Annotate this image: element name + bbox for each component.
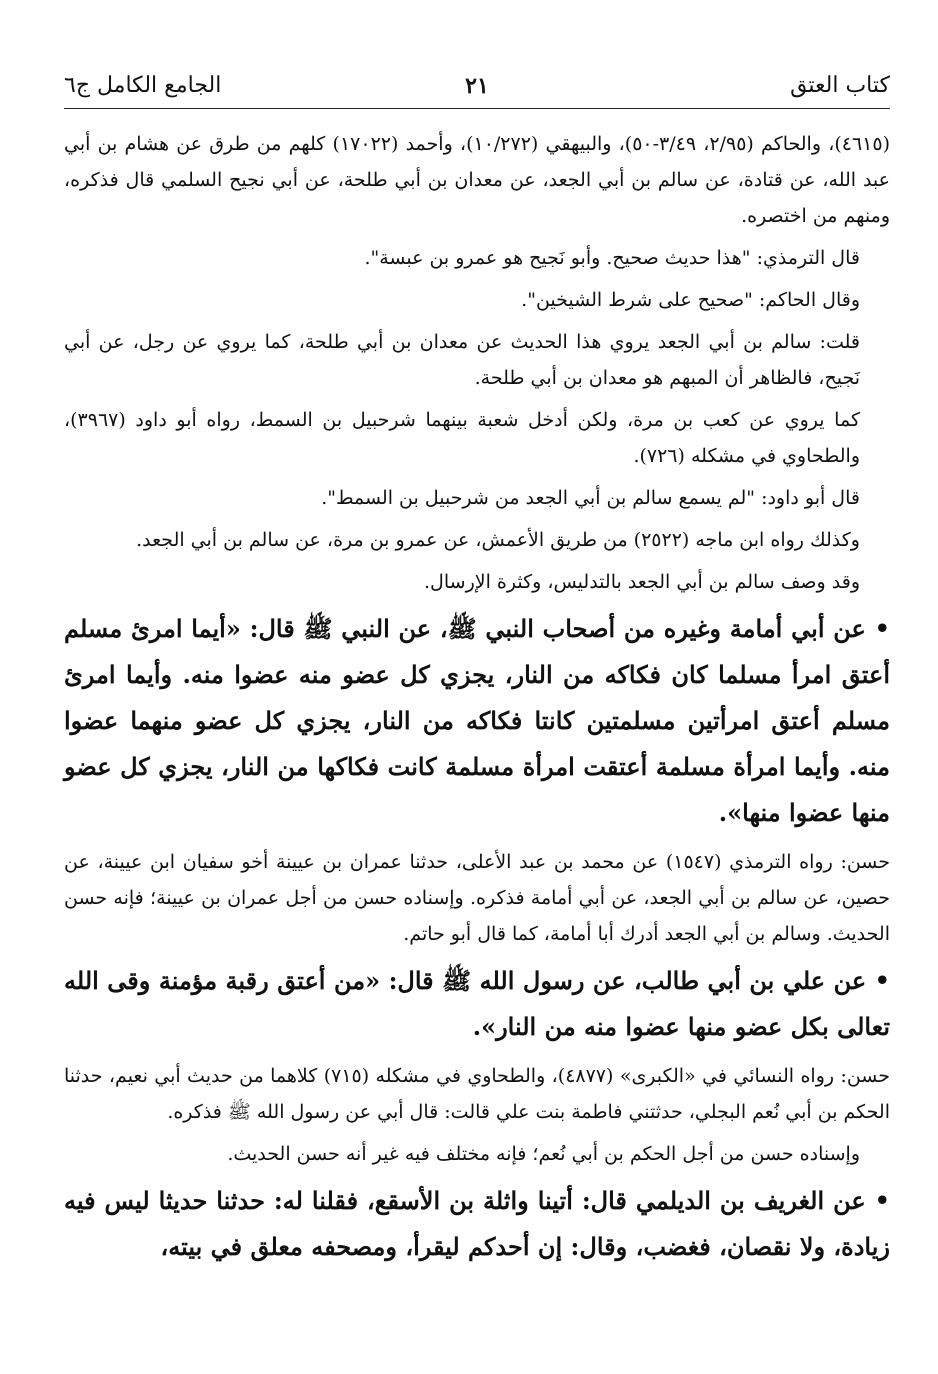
hadith-ali: • عن علي بن أبي طالب، عن رسول الله ﷺ قال: «من أعتق رقبة مؤمنة وقى الله تعالى بكل عضو منها عضوا منه من النار».	[64, 966, 890, 1041]
paragraph-hakim-quote: وقال الحاكم: "صحيح على شرط الشيخين".	[521, 289, 860, 311]
paragraph-source-continuation: (٤٦١٥)، والحاكم (٢/٩٥، ٣/٤٩-٥٠)، والبيهقي (١٠/٢٧٢)، وأحمد (١٧٠٢٢) كلهم من طرق عن هشام بن أبي عبد الله، عن قتادة، عن سالم بن أبي الجعد، عن معدان بن أبي طلحة، عن أبي نجيح السلمي قال فذكره، ومنهم من اختصره.	[64, 133, 890, 227]
paragraph-tirmidhi-quote: قال الترمذي: "هذا حديث صحيح. وأبو نَجيح هو عمرو بن عبسة".	[364, 247, 860, 269]
book-page	[64, 0, 890, 1374]
page-number: ٢١	[465, 73, 489, 99]
book-title: الجامع الكامل ج٦	[64, 73, 222, 98]
paragraph-isnad-hakam: وإسناده حسن من أجل الحكم بن أبي نُعم؛ فإنه مختلف فيه غير أنه حسن الحديث.	[227, 1143, 860, 1165]
paragraph-hasan-nasai: حسن: رواه النسائي في «الكبرى» (٤٨٧٧)، والطحاوي في مشكله (٧١٥) كلاهما من حديث أبي نعيم، حدثنا الحكم بن أبي نُعم البجلي، حدثتني فاطمة بنت علي قالت: قال أبي عن رسول الله ﷺ فذكره.	[64, 1065, 890, 1123]
header-rule	[64, 108, 890, 109]
paragraph-author-note: قلت: سالم بن أبي الجعد يروي هذا الحديث عن معدان بن أبي طلحة، كما يروي عن رجل، عن أبي نَجيح، فالظاهر أن المبهم هو معدان بن أبي طلحة.	[64, 331, 860, 389]
hadith-abu-umama: • عن أبي أمامة وغيره من أصحاب النبي ﷺ، عن النبي ﷺ قال: «أيما امرئ مسلم أعتق امرأ مسلما كان فكاكه من النار، يجزي كل عضو منه عضوا منه. وأيما امرئ مسلم أعتق امرأتين مسلمتين كانتا فكاكه من النار، يجزي كل عضو منهما عضوا منه. وأيما امرأة مسلمة أعتقت امرأة مسلمة كانت فكاكها من النار، يجزي كل عضو منها عضوا منها».	[64, 614, 890, 827]
hadith-ghurayf: • عن الغريف بن الديلمي قال: أتينا واثلة بن الأسقع، فقلنا له: حدثنا حديثا ليس فيه زيادة، ولا نقصان، فغضب، وقال: إن أحدكم ليقرأ، ومصحفه معلق في بيته،	[64, 1186, 891, 1261]
paragraph-tadlis-note: وقد وصف سالم بن أبي الجعد بالتدليس، وكثرة الإرسال.	[424, 571, 860, 593]
page-body	[64, 126, 890, 1278]
paragraph-ibnmajah-note: وكذلك رواه ابن ماجه (٢٥٢٢) من طريق الأعمش، عن عمرو بن مرة، عن سالم بن أبي الجعد.	[136, 529, 860, 551]
paragraph-kaab-note: كما يروي عن كعب بن مرة، ولكن أدخل شعبة بينهما شرحبيل بن السمط، رواه أبو داود (٣٩٦٧)، والطحاوي في مشكله (٧٢٦).	[64, 409, 860, 467]
page-header	[64, 66, 890, 106]
chapter-title: كتاب العتق	[790, 73, 890, 98]
paragraph-abudawud-quote: قال أبو داود: "لم يسمع سالم بن أبي الجعد من شرحبيل بن السمط".	[321, 487, 860, 509]
paragraph-hasan-tirmidhi: حسن: رواه الترمذي (١٥٤٧) عن محمد بن عبد الأعلى، حدثنا عمران بن عيينة أخو سفيان ابن عيينة، عن حصين، عن سالم بن أبي الجعد، عن أبي أمامة فذكره. وإسناده حسن من أجل عمران بن عيينة؛ فإنه حسن الحديث. وسالم بن أبي الجعد أدرك أبا أمامة، كما قال أبو حاتم.	[64, 851, 891, 945]
